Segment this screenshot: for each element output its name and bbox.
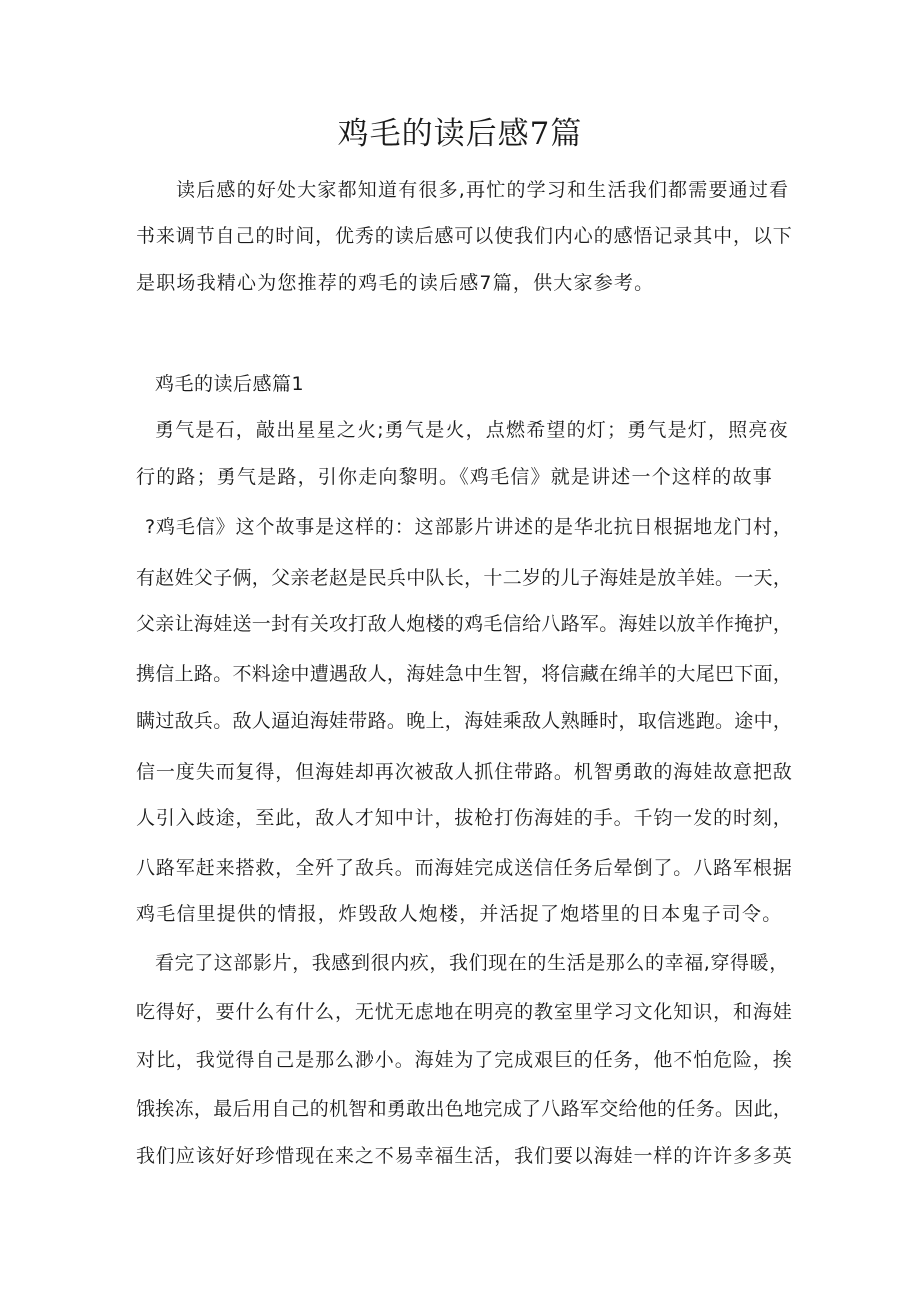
paragraph-line: 吃得好，要什么有什么，无忧无虑地在明亮的教室里学习文化知识，和海娃 — [136, 1001, 793, 1023]
intro-line: 读后感的好处大家都知道有很多,再忙的学习和生活我们都需要通过看 — [176, 179, 790, 201]
intro-line: 书来调节自己的时间，优秀的读后感可以使我们内心的感悟记录其中，以下 — [136, 225, 793, 247]
paragraph-line: ?鸡毛信》这个故事是这样的：这部影片讲述的是华北抗日根据地龙门村， — [145, 516, 793, 538]
paragraph-line: 勇气是石，敲出星星之火;勇气是火，点燃希望的灯；勇气是灯，照亮夜 — [155, 419, 789, 441]
paragraph-line: 看完了这部影片，我感到很内疚，我们现在的生活是那么的幸福,穿得暖， — [155, 952, 789, 974]
paragraph-line: 有赵姓父子俩，父亲老赵是民兵中队长，十二岁的儿子海娃是放羊娃。一天， — [136, 567, 793, 589]
paragraph-line: 父亲让海娃送一封有关攻打敌人炮楼的鸡毛信给八路军。海娃以放羊作掩护， — [136, 613, 793, 635]
paragraph-line: 八路军赶来搭救，全歼了敌兵。而海娃完成送信任务后晕倒了。八路军根据 — [136, 857, 793, 879]
paragraph-line: 人引入歧途，至此，敌人才知中计，拔枪打伤海娃的手。千钧一发的时刻， — [136, 807, 793, 829]
paragraph-line: 我们应该好好珍惜现在来之不易幸福生活，我们要以海娃一样的许许多多英 — [136, 1145, 793, 1167]
section-heading: 鸡毛的读后感篇1 — [155, 373, 305, 395]
paragraph-line: 饿挨冻，最后用自己的机智和勇敢出色地完成了八路军交给他的任务。因此， — [136, 1098, 793, 1120]
intro-line: 是职场我精心为您推荐的鸡毛的读后感7篇，供大家参考。 — [136, 272, 655, 294]
paragraph-line: 行的路；勇气是路，引你走向黎明。《鸡毛信》就是讲述一个这样的故事 — [136, 466, 773, 488]
paragraph-line: 瞒过敌兵。敌人逼迫海娃带路。晚上，海娃乘敌人熟睡时，取信逃跑。途中， — [136, 710, 793, 732]
paragraph-line: 对比，我觉得自己是那么渺小。海娃为了完成艰巨的任务，他不怕危险，挨 — [136, 1049, 793, 1071]
paragraph-line: 鸡毛信里提供的情报，炸毁敌人炮楼，并活捉了炮塔里的日本鬼子司令。 — [136, 903, 783, 925]
paragraph-line: 信一度失而复得，但海娃却再次被敌人抓住带路。机智勇敢的海娃故意把敌 — [136, 761, 793, 783]
paragraph-line: 携信上路。不料途中遭遇敌人，海娃急中生智，将信藏在绵羊的大尾巴下面， — [136, 663, 793, 685]
page-title: 鸡毛的读后感7篇 — [337, 116, 583, 152]
